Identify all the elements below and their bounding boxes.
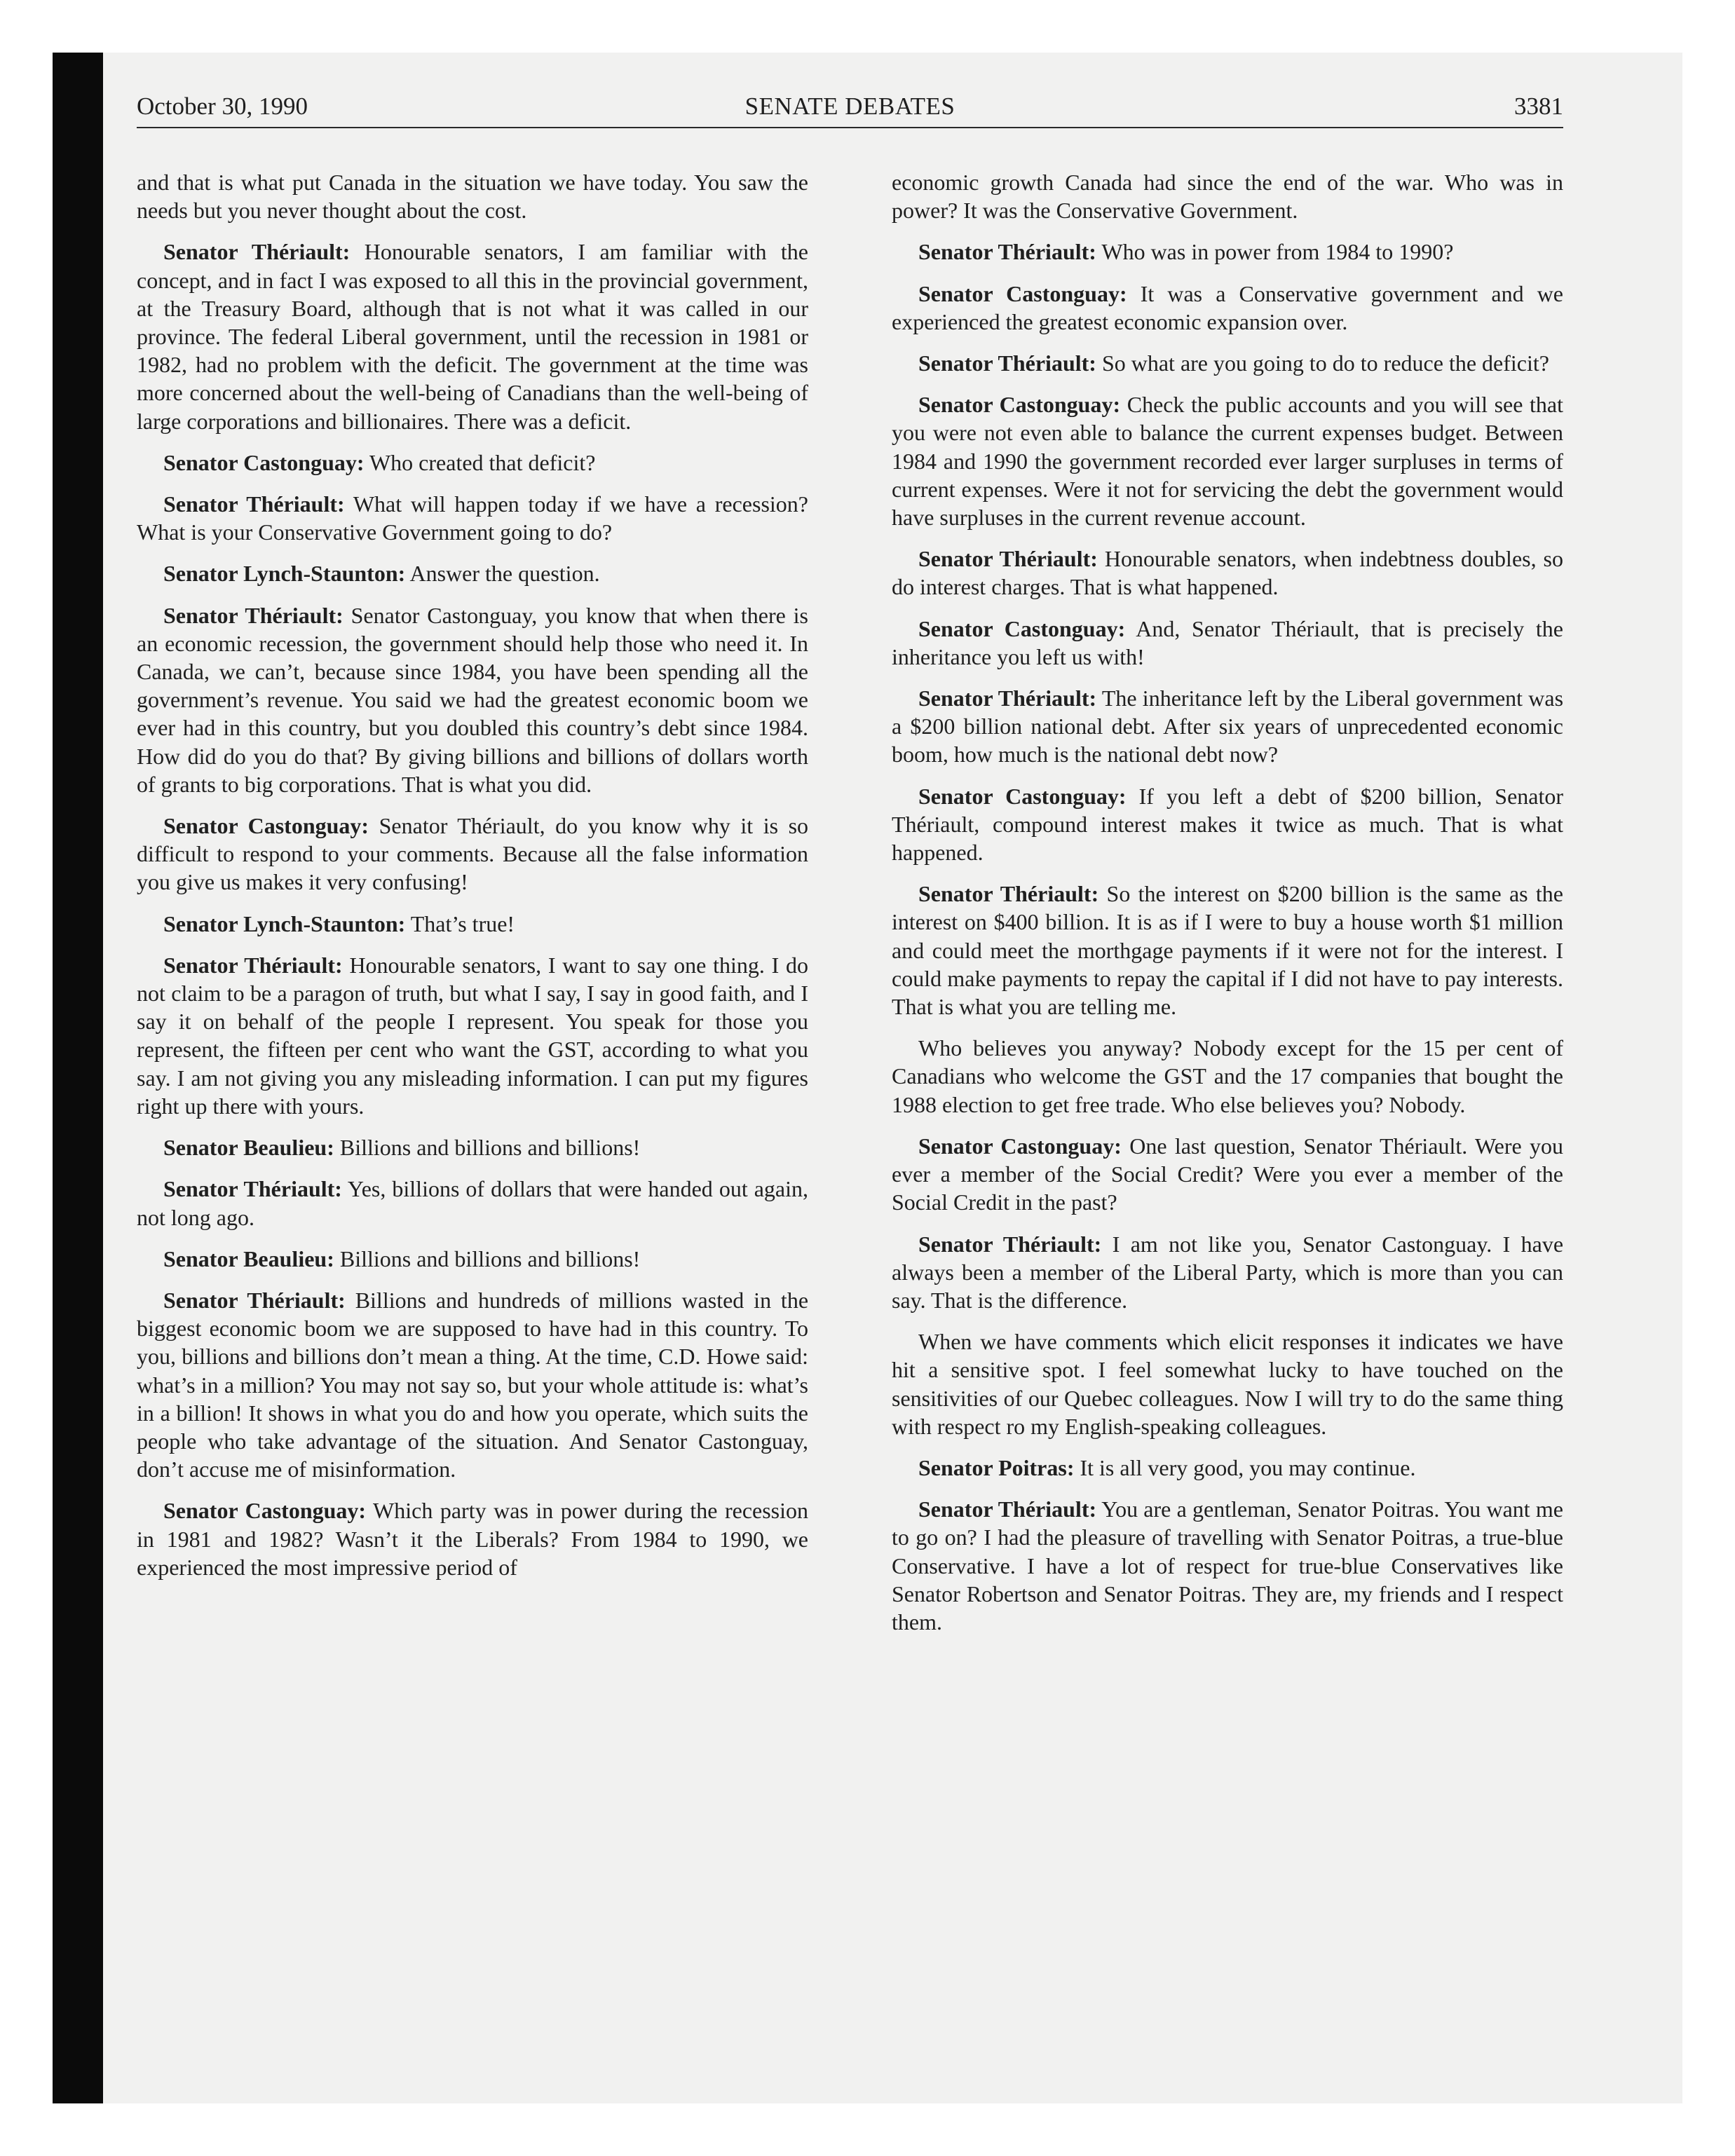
paragraph (137, 1133, 808, 1161)
paragraph (892, 684, 1563, 769)
paragraph (137, 1245, 808, 1273)
speaker-name: Senator Thériault: (918, 350, 1096, 376)
paragraph-text: Who created that deficit? (369, 449, 596, 475)
paragraph-text: And, Senator Thériault, that is precisely the inheritance you left us with! (892, 615, 1563, 669)
speaker-name: Senator Castonguay: (918, 1133, 1122, 1159)
paragraph-text: One last question, Senator Thériault. Were you ever a member of the Social Credit? Were you ever a member of the Social Credit in the past? (892, 1133, 1563, 1215)
header-rule (137, 127, 1563, 128)
paragraph-text: It was a Conservative government and we experienced the greatest economic expansion over. (892, 280, 1563, 334)
paragraph (137, 1175, 808, 1231)
speaker-name: Senator Thériault: (163, 952, 343, 978)
paragraph (892, 280, 1563, 336)
paragraph (892, 168, 1563, 224)
paragraph (892, 782, 1563, 867)
paragraph (892, 880, 1563, 1021)
paragraph-text: Billions and hundreds of millions wasted in the biggest economic boom we are supposed to have had in this country. To you, billions and billions don’t mean a thing. At the time, C.D. Howe said: what’s in a million? You may not say so, but your whole attitude is: what’s in a billion! It shows in what you do and how you operate, which suits the people who take advantage of the situation. And Senator Castonguay, don’t accuse me of misinformation. (137, 1287, 808, 1482)
binding-edge-shadow (53, 53, 103, 2103)
paragraph-text: Yes, billions of dollars that were handed out again, not long ago. (137, 1176, 808, 1230)
speaker-name: Senator Beaulieu: (163, 1246, 334, 1271)
paragraph-text: Honourable senators, I want to say one thing. I do not claim to be a paragon of truth, but what I say, I say in good faith, and I say it on behalf of the people I represent. You speak for those you represent, the fifteen per cent who want the GST, according to what you say. I am not giving you any misleading information. I can put my figures right up there with yours. (137, 952, 808, 1119)
speaker-name: Senator Poitras: (918, 1454, 1075, 1480)
paragraph (137, 910, 808, 938)
paragraph-text: Senator Thériault, do you know why it is so difficult to respond to your comments. Because all the false information you give us makes it very confusing! (137, 813, 808, 895)
paragraph-text: You are a gentleman, Senator Poitras. You want me to go on? I had the pleasure of travelling with Senator Poitras, a true-blue Conservative. I have a lot of respect for true-blue Conservatives like Senator Robertson and Senator Poitras. They are, my friends and I respect them. (892, 1496, 1563, 1635)
speaker-name: Senator Lynch-Staunton: (163, 910, 406, 936)
text-column-left (137, 168, 808, 1949)
paragraph (892, 1454, 1563, 1482)
paragraph-text: So the interest on $200 billion is the same as the interest on $400 billion. It is as if I were to buy a house worth $1 million and could meet the morthgage payments if it were not for the interest. I could make payments to repay the capital if I did not have to pay interests. That is what you are telling me. (892, 881, 1563, 1020)
paragraph (892, 1132, 1563, 1217)
speaker-name: Senator Thériault: (918, 1231, 1102, 1257)
paragraph-text: Who was in power from 1984 to 1990? (1101, 239, 1454, 265)
paragraph (137, 1286, 808, 1483)
paragraph (892, 390, 1563, 531)
paragraph (892, 1495, 1563, 1636)
paragraph-text: It is all very good, you may continue. (1080, 1454, 1416, 1480)
running-head (137, 88, 1563, 125)
paragraph-text: Which party was in power during the recession in 1981 and 1982? Wasn’t it the Liberals? From 1984 to 1990, we experienced the most impressive period of (137, 1498, 808, 1580)
speaker-name: Senator Thériault: (163, 602, 343, 628)
paragraph-text: and that is what put Canada in the situation we have today. You saw the needs but you never thought about the cost. (137, 170, 808, 224)
paragraph-text: Check the public accounts and you will see that you were not even able to balance the current expenses budget. Between 1984 and 1990 the government recorded ever larger surpluses in terms of current expenses. Were it not for servicing the debt the government would have surpluses in the current revenue account. (892, 392, 1563, 531)
paragraph (137, 1496, 808, 1581)
paragraph-text: Billions and billions and billions! (339, 1135, 641, 1161)
speaker-name: Senator Castonguay: (918, 783, 1127, 809)
speaker-name: Senator Castonguay: (918, 615, 1126, 641)
paragraph (137, 168, 808, 224)
paragraph (892, 615, 1563, 671)
paragraph (892, 349, 1563, 377)
speaker-name: Senator Thériault: (163, 1287, 346, 1313)
paragraph-text: I am not like you, Senator Castonguay. I have always been a member of the Liberal Party, which is more than you can say. That is the difference. (892, 1231, 1563, 1313)
paragraph (892, 545, 1563, 601)
paragraph-text: economic growth Canada had since the end of the war. Who was in power? It was the Conservative Government. (892, 170, 1563, 224)
paragraph-text: Honourable senators, when indebtness doubles, so do interest charges. That is what happened. (892, 546, 1563, 600)
paragraph (892, 1230, 1563, 1315)
paragraph-text: Answer the question. (409, 561, 600, 587)
speaker-name: Senator Thériault: (918, 881, 1099, 907)
paragraph-text: Who believes you anyway? Nobody except for the 15 per cent of Canadians who welcome the GST and the 17 companies that bought the 1988 election to get free trade. Who else believes you? Nobody. (892, 1035, 1563, 1117)
paragraph (892, 1328, 1563, 1440)
speaker-name: Senator Thériault: (163, 1176, 342, 1202)
speaker-name: Senator Castonguay: (163, 813, 369, 839)
speaker-name: Senator Beaulieu: (163, 1135, 334, 1161)
speaker-name: Senator Thériault: (918, 239, 1096, 265)
paragraph (137, 601, 808, 798)
speaker-name: Senator Castonguay: (918, 392, 1121, 418)
paragraph-text: When we have comments which elicit responses it indicates we have hit a sensitive spot. I feel somewhat lucky to have touched on the sensitivities of our Quebec colleagues. Now I will try to do the same thing with respect ro my English-speaking colleagues. (892, 1329, 1563, 1439)
paragraph (137, 490, 808, 546)
speaker-name: Senator Castonguay: (163, 449, 365, 475)
speaker-name: Senator Thériault: (918, 546, 1098, 572)
paragraph (137, 238, 808, 435)
paragraph (137, 559, 808, 587)
paragraph-text: Senator Castonguay, you know that when there is an economic recession, the government should help those who need it. In Canada, we can’t, because since 1984, you have been spending all the government’s revenue. You said we had the greatest economic boom we ever had in this country, but you doubled this country’s debt since 1984. How did do you do that? By giving billions and billions of dollars worth of grants to big corporations. That is what you did. (137, 602, 808, 797)
text-column-right (892, 168, 1563, 1949)
paragraph-text: Billions and billions and billions! (339, 1246, 641, 1271)
paragraph (137, 449, 808, 477)
header-page-number: 3381 (1514, 93, 1563, 120)
speaker-name: Senator Thériault: (163, 239, 351, 265)
paragraph-text: That’s true! (410, 910, 515, 936)
paragraph-text: What will happen today if we have a recession? What is your Conservative Government going to do? (137, 491, 808, 545)
speaker-name: Senator Thériault: (918, 685, 1097, 711)
paragraph (137, 951, 808, 1120)
speaker-name: Senator Castonguay: (918, 280, 1127, 306)
speaker-name: Senator Thériault: (163, 491, 345, 517)
paragraph (892, 238, 1563, 266)
header-publication: SENATE DEBATES (744, 93, 955, 120)
paragraph-text: If you left a debt of $200 billion, Senator Thériault, compound interest makes it twice as much. That is what happened. (892, 783, 1563, 866)
speaker-name: Senator Lynch-Staunton: (163, 561, 406, 587)
paragraph-text: So what are you going to do to reduce the deficit? (1101, 350, 1549, 376)
paragraph-text: The inheritance left by the Liberal government was a $200 billion national debt. After six years of unprecedented economic boom, how much is the national debt now? (892, 685, 1563, 767)
paragraph (892, 1034, 1563, 1119)
header-date: October 30, 1990 (137, 93, 308, 120)
paragraph-text: Honourable senators, I am familiar with the concept, and in fact I was exposed to all this in the provincial government, at the Treasury Board, although that is not what it was called in our province. The federal Liberal government, until the recession in 1981 or 1982, had no problem with the deficit. The government at the time was more concerned about the well-being of Canadians than the well-being of large corporations and billionaires. There was a deficit. (137, 239, 808, 434)
speaker-name: Senator Thériault: (918, 1496, 1097, 1522)
paragraph (137, 812, 808, 896)
speaker-name: Senator Castonguay: (163, 1498, 367, 1524)
